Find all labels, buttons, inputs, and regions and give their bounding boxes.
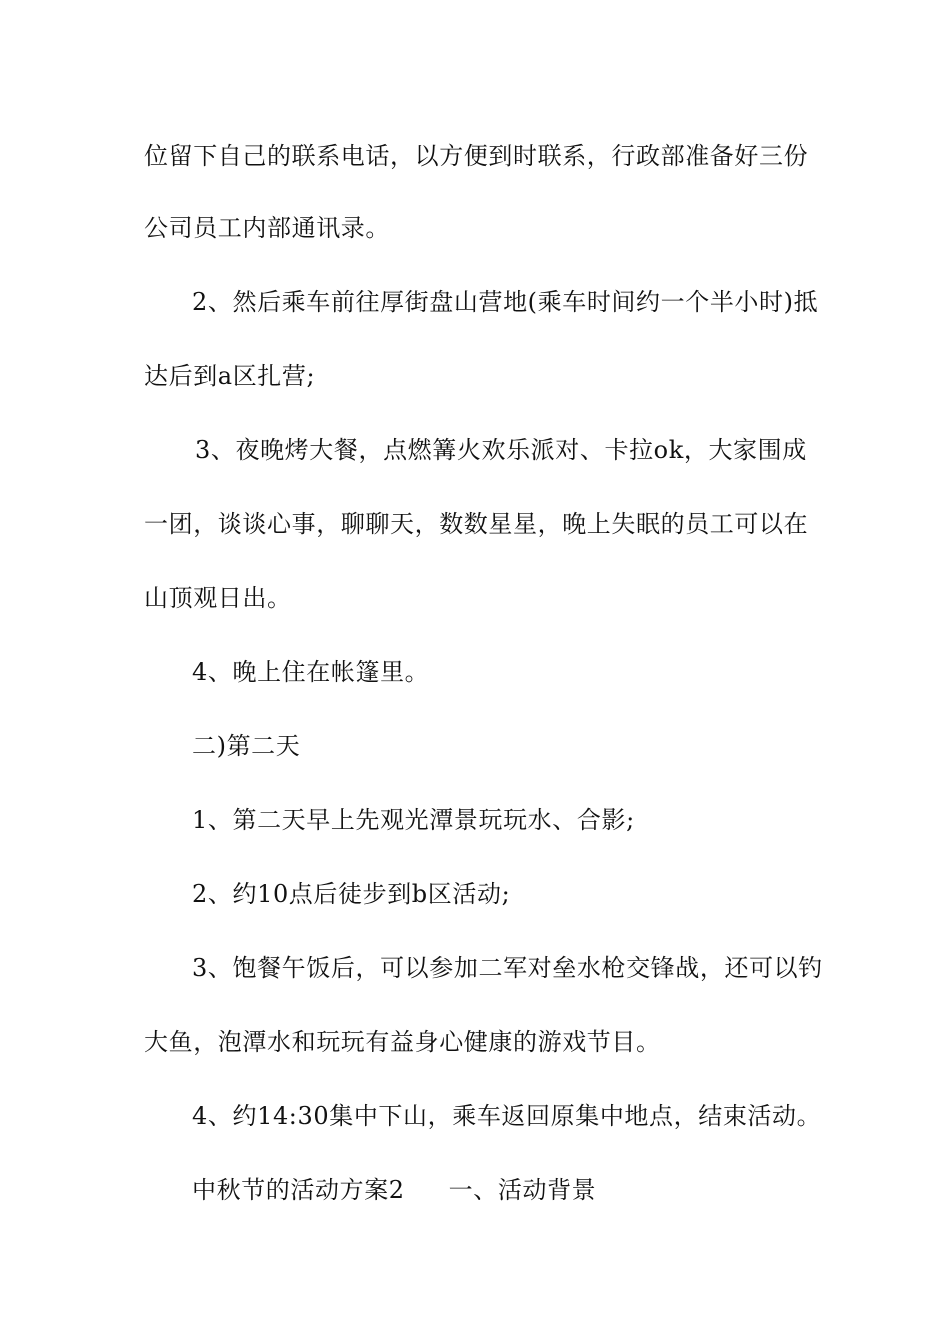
paragraph-line: 3、饱餐午饭后，可以参加二军对垒水枪交锋战，还可以钓: [192, 954, 823, 982]
paragraph-line: 大鱼，泡潭水和玩玩有益身心健康的游戏节目。: [144, 1028, 661, 1056]
heading-title: 中秋节的活动方案2: [192, 1176, 405, 1204]
heading-section: 一、活动背景: [448, 1176, 597, 1204]
paragraph-line: 达后到a区扎营;: [144, 362, 316, 390]
section-subheading: 二)第二天: [192, 732, 301, 760]
paragraph-line: 公司员工内部通讯录。: [144, 214, 390, 242]
paragraph-line: 2、约10点后徒步到b区活动;: [192, 880, 511, 908]
paragraph-line: 4、晚上住在帐篷里。: [192, 658, 430, 686]
heading-line: [192, 1175, 872, 1205]
paragraph-line: 山顶观日出。: [144, 584, 292, 612]
paragraph-line: 一团，谈谈心事，聊聊天，数数星星，晚上失眠的员工可以在: [144, 510, 809, 538]
paragraph-line: 位留下自己的联系电话，以方便到时联系，行政部准备好三份: [144, 142, 809, 170]
paragraph-line: 3、夜晚烤大餐，点燃篝火欢乐派对、卡拉ok，大家围成: [195, 436, 807, 464]
paragraph-line: 4、约14:30集中下山，乘车返回原集中地点，结束活动。: [192, 1102, 822, 1130]
paragraph-line: 1、第二天早上先观光潭景玩玩水、合影;: [192, 806, 635, 834]
paragraph-line: 2、然后乘车前往厚街盘山营地(乘车时间约一个半小时)抵: [192, 288, 819, 316]
